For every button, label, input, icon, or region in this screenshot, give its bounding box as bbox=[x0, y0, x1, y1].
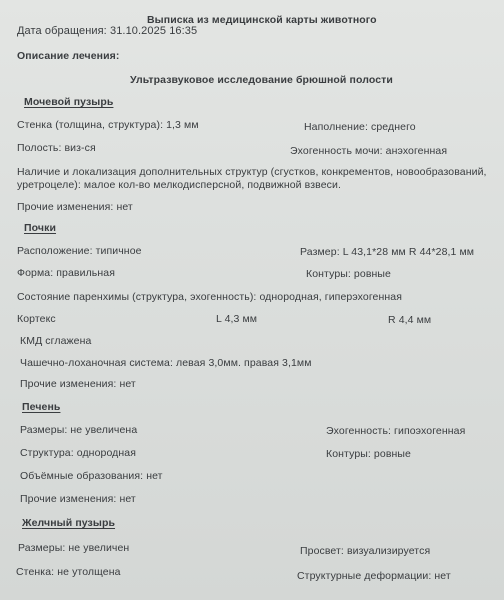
kidneys-heading: Почки bbox=[24, 222, 57, 234]
liver-heading: Печень bbox=[22, 401, 61, 413]
kidneys-cortex-label: Кортекс bbox=[17, 313, 56, 325]
liver-contours: Контуры: ровные bbox=[326, 448, 411, 460]
bladder-extra-structures-line1: Наличие и локализация дополнительных структур (сгустков, конкрементов, новообразований, bbox=[17, 166, 487, 178]
kidneys-cortex-left: L 4,3 мм bbox=[216, 313, 258, 325]
exam-title: Ультразвуковое исследование брюшной полости bbox=[130, 74, 393, 86]
kidneys-contours: Контуры: ровные bbox=[306, 268, 391, 280]
gallbladder-heading: Желчный пузырь bbox=[22, 517, 116, 529]
treatment-heading: Описание лечения: bbox=[17, 50, 120, 62]
kidneys-size: Размер: L 43,1*28 мм R 44*28,1 мм bbox=[300, 246, 475, 258]
bladder-extra-structures-line2: уретроцеле): малое кол-во мелкодисперсной, подвижной взвеси. bbox=[17, 179, 341, 191]
gallbladder-lumen: Просвет: визуализируется bbox=[300, 545, 431, 557]
gallbladder-deformations: Структурные деформации: нет bbox=[297, 570, 451, 582]
kidneys-location: Расположение: типичное bbox=[17, 245, 142, 257]
liver-size: Размеры: не увеличена bbox=[20, 424, 138, 436]
bladder-wall: Стенка (толщина, структура): 1,3 мм bbox=[17, 119, 199, 131]
kidneys-cortex-right: R 4,4 мм bbox=[388, 314, 432, 326]
bladder-filling: Наполнение: среднего bbox=[304, 121, 416, 133]
liver-structure: Структура: однородная bbox=[20, 447, 137, 459]
liver-other-changes: Прочие изменения: нет bbox=[20, 493, 136, 505]
bladder-heading: Мочевой пузырь bbox=[24, 96, 114, 108]
kidneys-kmd: КМД сглажена bbox=[20, 335, 92, 347]
bladder-other-changes: Прочие изменения: нет bbox=[17, 201, 133, 213]
visit-date: Дата обращения: 31.10.2025 16:35 bbox=[17, 25, 198, 37]
urine-echogenicity: Эхогенность мочи: анэхогенная bbox=[290, 145, 448, 157]
document-title: Выписка из медицинской карты животного bbox=[147, 14, 377, 26]
liver-masses: Объёмные образования: нет bbox=[20, 470, 163, 482]
kidneys-other-changes: Прочие изменения: нет bbox=[20, 378, 136, 390]
kidneys-shape: Форма: правильная bbox=[17, 267, 115, 279]
kidneys-parenchyma: Состояние паренхимы (структура, эхогенность): однородная, гиперэхогенная bbox=[17, 291, 403, 303]
gallbladder-wall: Стенка: не утолщена bbox=[16, 566, 121, 578]
liver-echogenicity: Эхогенность: гипоэхогенная bbox=[326, 425, 466, 437]
gallbladder-size: Размеры: не увеличен bbox=[18, 542, 130, 554]
bladder-cavity: Полость: виз-ся bbox=[17, 142, 96, 154]
kidneys-pelvis: Чашечно-лоханочная система: левая 3,0мм. правая 3,1мм bbox=[20, 357, 312, 369]
